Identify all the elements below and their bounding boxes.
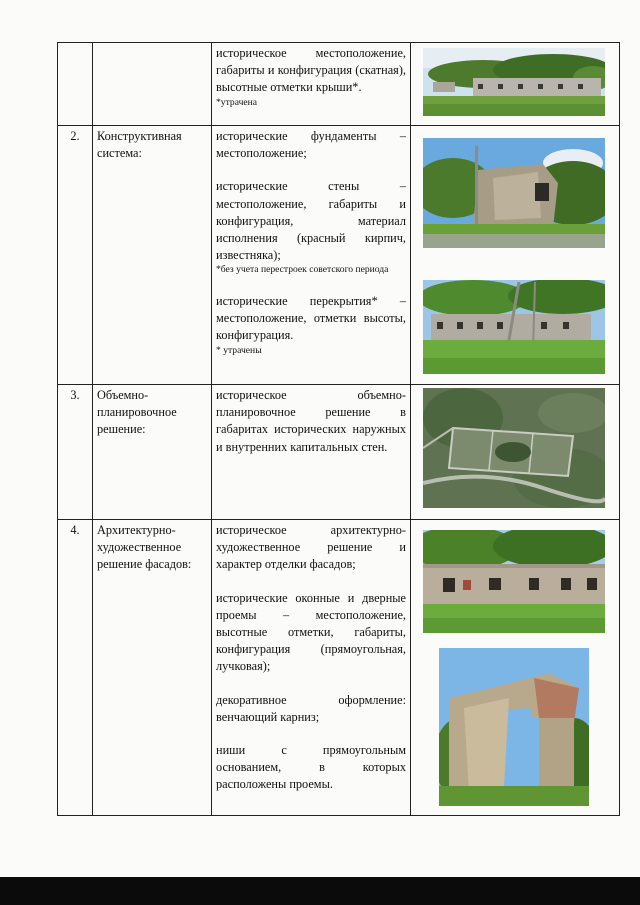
photo-aerial-view bbox=[423, 388, 605, 508]
footnote-soviet: *без учета перестроек советского периода bbox=[216, 264, 389, 276]
cornice-text: декоративное оформление: венчающий карниз; bbox=[216, 692, 406, 724]
facade-text: историческое архитектурно-художественное решение и характер отделки фасадов; bbox=[216, 523, 406, 572]
table-row bbox=[58, 43, 620, 126]
photo-arch-ruin bbox=[439, 648, 589, 806]
footnote-lost-plural: * утрачены bbox=[216, 344, 262, 356]
footnote-lost: *утрачена bbox=[216, 96, 258, 108]
row-description bbox=[212, 126, 411, 385]
row-category bbox=[93, 43, 212, 126]
row-photos bbox=[411, 43, 620, 126]
row-number: 4. bbox=[58, 520, 93, 816]
row-photos bbox=[411, 385, 620, 520]
photo-stone-wall-ruin bbox=[423, 138, 605, 248]
openings-text: исторические оконные и дверные проемы – местоположение, высотные отметки, габариты, конфигурация (прямоугольная, лучковая); bbox=[216, 590, 406, 674]
roof-text: историческое местоположение, габариты и конфигурация (скатная), высотные отметки крыши*. bbox=[216, 46, 406, 95]
scan-bottom-edge bbox=[0, 877, 640, 905]
row-description bbox=[212, 43, 411, 126]
monument-features-table bbox=[57, 42, 620, 816]
row-number bbox=[58, 43, 93, 126]
table-row bbox=[58, 126, 620, 385]
photo-facade-windows bbox=[423, 530, 605, 633]
row-category: Конструктивная система: bbox=[93, 126, 212, 385]
row-category: Архитектурно-художественное решение фасадов: bbox=[93, 520, 212, 816]
row-description bbox=[212, 385, 411, 520]
row-number: 3. bbox=[58, 385, 93, 520]
table-row bbox=[58, 520, 620, 816]
planning-text: историческое объемно-планировочное решение в габаритах исторических наружных и внутренних капитальных стен. bbox=[216, 388, 406, 454]
row-description bbox=[212, 520, 411, 816]
foundations-text: исторические фундаменты – местоположение; bbox=[216, 129, 406, 161]
table-row bbox=[58, 385, 620, 520]
row-category: Объемно-планировочное решение: bbox=[93, 385, 212, 520]
row-photos bbox=[411, 520, 620, 816]
walls-text: исторические стены – местоположение, габариты и конфигурация, материал исполнения (красный кирпич, известняка); bbox=[216, 179, 406, 263]
photo-ruined-building-long bbox=[423, 48, 605, 116]
row-photos bbox=[411, 126, 620, 385]
niches-text: ниши с прямоугольным основанием, в которых расположены проемы. bbox=[216, 743, 406, 792]
photo-building-with-poles bbox=[423, 280, 605, 374]
ceilings-text: исторические перекрытия* – местоположение, отметки высоты, конфигурация. bbox=[216, 293, 406, 343]
row-number: 2. bbox=[58, 126, 93, 385]
